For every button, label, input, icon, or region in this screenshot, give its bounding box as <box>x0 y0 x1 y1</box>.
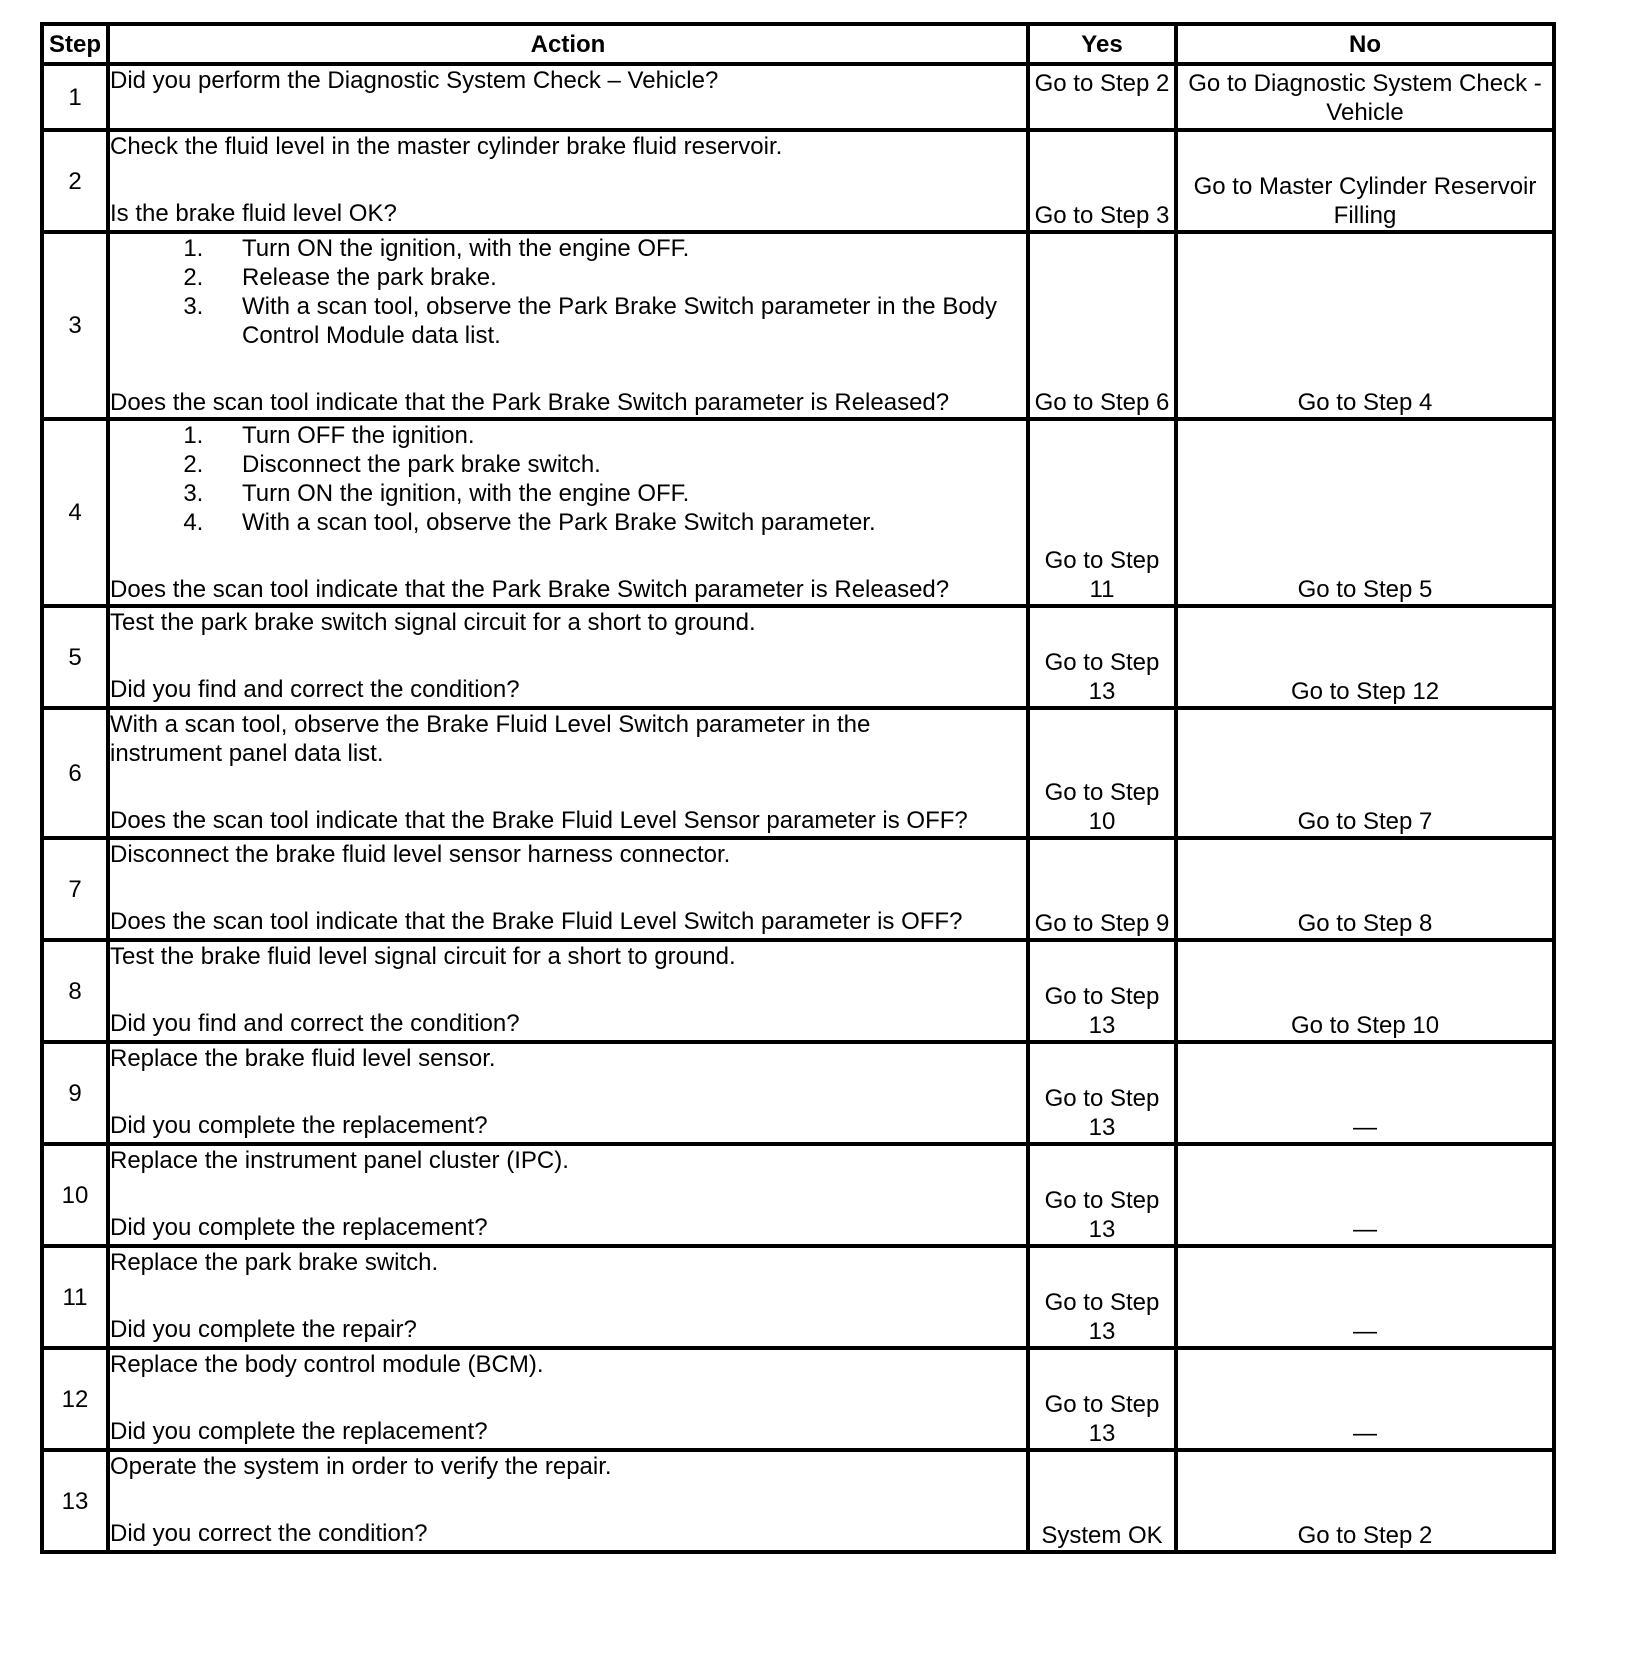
table-row <box>42 1450 1554 1552</box>
header-step: Step <box>42 24 108 64</box>
table-row <box>42 1042 1554 1144</box>
action-question: Does the scan tool indicate that the Park Brake Switch parameter is Released? <box>110 389 950 416</box>
no-outcome: Go to Master Cylinder Reservoir Filling <box>1176 130 1554 232</box>
yes-outcome: System OK <box>1028 1450 1176 1552</box>
action-cell <box>108 1246 1028 1348</box>
action-cell <box>108 606 1028 708</box>
action-instruction: Operate the system in order to verify the repair. <box>110 1453 612 1480</box>
table-row <box>42 419 1554 606</box>
step-number: 7 <box>42 838 108 940</box>
action-cell <box>108 940 1028 1042</box>
no-outcome: — <box>1176 1144 1554 1246</box>
action-question: Does the scan tool indicate that the Brake Fluid Level Sensor parameter is OFF? <box>110 807 968 834</box>
no-outcome: — <box>1176 1042 1554 1144</box>
table-row <box>42 838 1554 940</box>
yes-outcome: Go to Step 13 <box>1028 1246 1176 1348</box>
action-instruction: Replace the brake fluid level sensor. <box>110 1045 496 1072</box>
yes-outcome: Go to Step 13 <box>1028 1348 1176 1450</box>
yes-outcome: Go to Step 3 <box>1028 130 1176 232</box>
step-number: 2 <box>42 130 108 232</box>
no-outcome: Go to Step 7 <box>1176 708 1554 838</box>
step-number: 4 <box>42 419 108 606</box>
step-number: 1 <box>42 64 108 130</box>
header-row <box>42 24 1554 64</box>
table-row <box>42 232 1554 419</box>
step-number: 10 <box>42 1144 108 1246</box>
action-instruction: Replace the park brake switch. <box>110 1249 439 1276</box>
header-no: No <box>1176 24 1554 64</box>
substep-item: 1. Turn OFF the ignition. <box>210 421 1026 450</box>
table-row <box>42 130 1554 232</box>
no-outcome: Go to Step 12 <box>1176 606 1554 708</box>
step-number: 13 <box>42 1450 108 1552</box>
yes-outcome: Go to Step 13 <box>1028 1144 1176 1246</box>
action-instruction: Disconnect the brake fluid level sensor harness connector. <box>110 841 731 868</box>
action-cell <box>108 130 1028 232</box>
no-outcome: Go to Step 5 <box>1176 419 1554 606</box>
action-instruction: Test the brake fluid level signal circuit for a short to ground. <box>110 943 736 970</box>
action-question: Did you complete the replacement? <box>110 1214 488 1241</box>
step-number: 9 <box>42 1042 108 1144</box>
action-question: Does the scan tool indicate that the Brake Fluid Level Switch parameter is OFF? <box>110 908 963 935</box>
action-question: Does the scan tool indicate that the Park Brake Switch parameter is Released? <box>110 576 950 603</box>
table-row <box>42 708 1554 838</box>
step-number: 5 <box>42 606 108 708</box>
substep-item: 4. With a scan tool, observe the Park Brake Switch parameter. <box>210 508 1026 537</box>
table-row <box>42 940 1554 1042</box>
yes-outcome: Go to Step 13 <box>1028 1042 1176 1144</box>
action-question: Did you find and correct the condition? <box>110 1010 520 1037</box>
table-row <box>42 1246 1554 1348</box>
action-instruction: Check the fluid level in the master cylinder brake fluid reservoir. <box>110 133 783 160</box>
action-instruction: With a scan tool, observe the Brake Fluid Level Switch parameter in the instrument panel data list. <box>110 711 871 767</box>
action-instruction: Replace the body control module (BCM). <box>110 1351 544 1378</box>
no-outcome: Go to Step 8 <box>1176 838 1554 940</box>
substep-item: 2. Release the park brake. <box>210 263 1026 292</box>
substep-list <box>110 421 1026 537</box>
table-row <box>42 64 1554 130</box>
no-outcome: — <box>1176 1246 1554 1348</box>
yes-outcome: Go to Step 6 <box>1028 232 1176 419</box>
yes-outcome: Go to Step 10 <box>1028 708 1176 838</box>
action-question: Did you complete the repair? <box>110 1316 417 1343</box>
action-cell <box>108 708 1028 838</box>
action-cell <box>108 419 1028 606</box>
substep-list <box>110 234 1026 350</box>
no-outcome: Go to Step 10 <box>1176 940 1554 1042</box>
step-number: 3 <box>42 232 108 419</box>
diagnostic-table <box>40 22 1556 1554</box>
yes-outcome: Go to Step 11 <box>1028 419 1176 606</box>
no-outcome: Go to Diagnostic System Check - Vehicle <box>1176 64 1554 130</box>
action-instruction: Did you perform the Diagnostic System Check – Vehicle? <box>110 67 719 94</box>
action-instruction: Test the park brake switch signal circuit for a short to ground. <box>110 609 756 636</box>
action-cell <box>108 64 1028 130</box>
action-question: Is the brake fluid level OK? <box>110 200 397 227</box>
step-number: 6 <box>42 708 108 838</box>
action-instruction: Replace the instrument panel cluster (IPC). <box>110 1147 569 1174</box>
substep-item: 3. With a scan tool, observe the Park Brake Switch parameter in the Body Control Module data list. <box>210 292 1026 350</box>
header-action: Action <box>108 24 1028 64</box>
yes-outcome: Go to Step 13 <box>1028 940 1176 1042</box>
table-row <box>42 1144 1554 1246</box>
yes-outcome: Go to Step 2 <box>1028 64 1176 130</box>
yes-outcome: Go to Step 13 <box>1028 606 1176 708</box>
no-outcome: Go to Step 2 <box>1176 1450 1554 1552</box>
action-question: Did you find and correct the condition? <box>110 676 520 703</box>
substep-item: 2. Disconnect the park brake switch. <box>210 450 1026 479</box>
table-row <box>42 1348 1554 1450</box>
action-cell <box>108 1348 1028 1450</box>
action-question: Did you correct the condition? <box>110 1520 428 1547</box>
action-cell <box>108 1450 1028 1552</box>
header-yes: Yes <box>1028 24 1176 64</box>
action-question: Did you complete the replacement? <box>110 1418 488 1445</box>
action-cell <box>108 1144 1028 1246</box>
step-number: 8 <box>42 940 108 1042</box>
substep-item: 1. Turn ON the ignition, with the engine OFF. <box>210 234 1026 263</box>
action-cell <box>108 838 1028 940</box>
no-outcome: — <box>1176 1348 1554 1450</box>
step-number: 12 <box>42 1348 108 1450</box>
step-number: 11 <box>42 1246 108 1348</box>
table-row <box>42 606 1554 708</box>
no-outcome: Go to Step 4 <box>1176 232 1554 419</box>
action-question: Did you complete the replacement? <box>110 1112 488 1139</box>
action-cell <box>108 1042 1028 1144</box>
action-cell <box>108 232 1028 419</box>
substep-item: 3. Turn ON the ignition, with the engine OFF. <box>210 479 1026 508</box>
yes-outcome: Go to Step 9 <box>1028 838 1176 940</box>
